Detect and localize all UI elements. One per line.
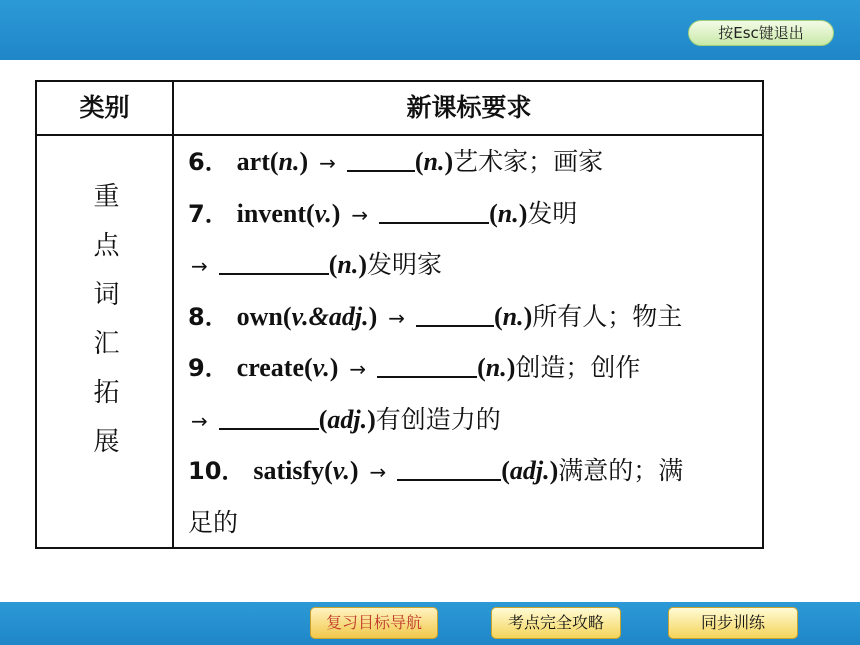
item-word: invent(v.) bbox=[236, 198, 341, 228]
item-meaning: 发明家 bbox=[367, 250, 443, 279]
item-meaning: 创造；创作 bbox=[515, 353, 641, 382]
requirement-cell bbox=[188, 136, 760, 549]
item-meaning: 所有人；物主 bbox=[532, 301, 683, 331]
arrow-icon: → bbox=[319, 151, 336, 175]
nav-strategy-button[interactable]: 考点完全攻略 bbox=[491, 607, 621, 639]
item-number: 6． bbox=[188, 148, 229, 176]
vocab-line: 8． own(v.&adj.) → (n.)所有人；物主 bbox=[188, 301, 683, 331]
header-requirement: 新课标要求 bbox=[406, 93, 532, 122]
item-word: create(v.) bbox=[236, 353, 339, 382]
vocabulary-table bbox=[35, 80, 764, 549]
answer-blank[interactable] bbox=[379, 202, 489, 224]
answer-blank[interactable] bbox=[347, 150, 415, 172]
arrow-icon: → bbox=[369, 460, 387, 484]
nav-review-button[interactable]: 复习目标导航 bbox=[310, 607, 438, 639]
vocab-line: 7． invent(v.) → (n.)发明 bbox=[188, 198, 578, 228]
item-meaning: 有创造力的 bbox=[375, 404, 501, 434]
vocab-line: → (adj.)有创造力的 bbox=[191, 404, 501, 434]
arrow-icon: → bbox=[191, 254, 208, 278]
arrow-icon: → bbox=[351, 202, 369, 227]
item-word: art(n.) bbox=[236, 147, 309, 176]
vocab-line: → (n.)发明家 bbox=[191, 250, 443, 279]
item-number: 7． bbox=[188, 199, 229, 228]
arrow-icon: → bbox=[388, 305, 405, 330]
arrow-icon: → bbox=[349, 357, 367, 381]
answer-blank[interactable] bbox=[416, 305, 494, 327]
item-meaning: 满意的；满 bbox=[558, 456, 684, 485]
item-meaning: 艺术家；画家 bbox=[453, 147, 604, 176]
vocab-line: 10． satisfy(v.) → (adj.)满意的；满 bbox=[188, 456, 684, 485]
item-meaning: 发明 bbox=[527, 198, 578, 228]
header-category: 类别 bbox=[79, 93, 130, 122]
vocab-line: 6． art(n.) → (n.)艺术家；画家 bbox=[188, 147, 604, 176]
item-word: satisfy(v.) bbox=[253, 456, 359, 485]
item-meaning: 足的 bbox=[188, 507, 239, 537]
item-word: own(v.&adj.) bbox=[236, 301, 378, 331]
answer-blank[interactable] bbox=[377, 356, 477, 378]
nav-practice-button[interactable]: 同步训练 bbox=[668, 607, 798, 639]
item-number: 9． bbox=[188, 354, 229, 382]
answer-blank[interactable] bbox=[219, 408, 319, 430]
arrow-icon: → bbox=[191, 408, 208, 433]
vocab-line bbox=[188, 497, 760, 549]
column-divider bbox=[172, 82, 174, 547]
answer-blank[interactable] bbox=[397, 459, 501, 481]
category-cell bbox=[37, 136, 172, 549]
category-text: 重点词汇拓展 bbox=[89, 181, 119, 476]
item-number: 10． bbox=[188, 457, 246, 485]
exit-button[interactable]: 按Esc键退出 bbox=[688, 20, 834, 46]
vocab-line: 9． create(v.) → (n.)创造；创作 bbox=[188, 353, 641, 382]
answer-blank[interactable] bbox=[219, 253, 329, 275]
item-number: 8． bbox=[188, 302, 229, 331]
